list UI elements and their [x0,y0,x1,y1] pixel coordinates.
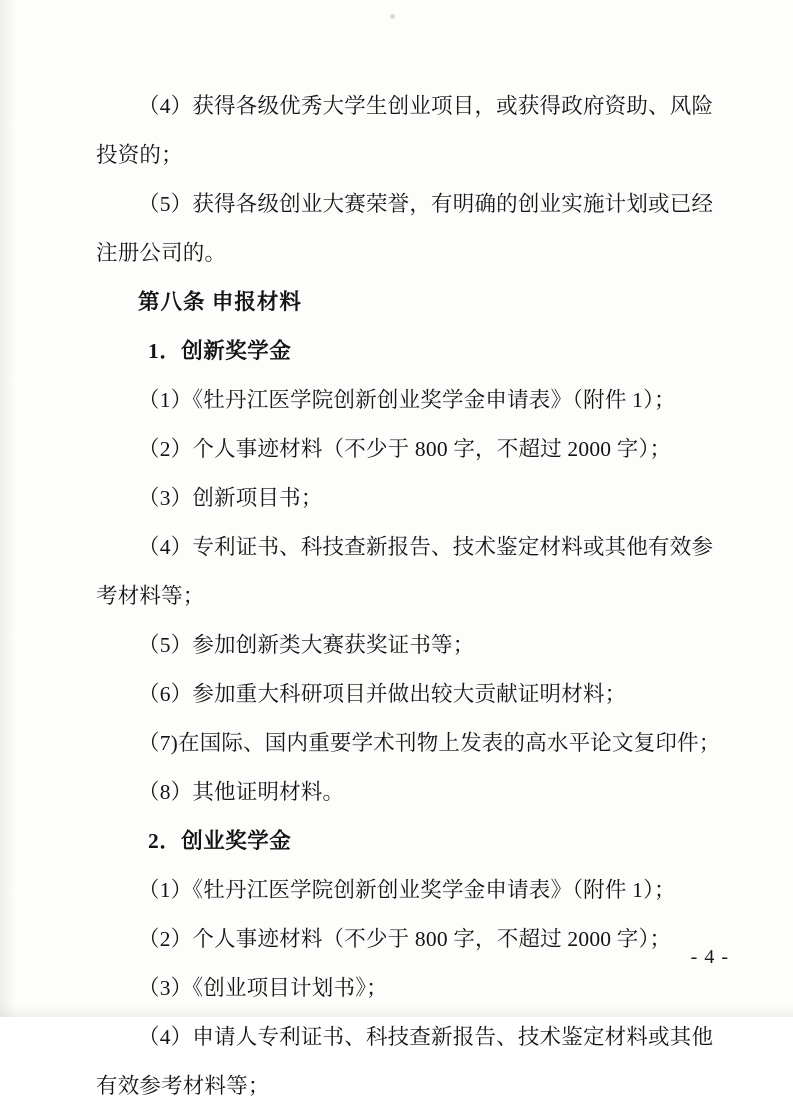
list-item: （8）其他证明材料。 [138,780,345,804]
list-item: （5）参加创新类大赛获奖证书等； [138,633,475,657]
section-heading: 第八条 申报材料 [138,290,302,314]
list-item: （2）个人事迹材料（不少于 800 字，不超过 2000 字）； [138,927,672,951]
subsection-heading: 2．创业奖学金 [148,829,292,853]
subsection-heading: 1．创新奖学金 [148,339,292,363]
paragraph: 注册公司的。 [96,241,227,265]
paragraph: （5）获得各级创业大赛荣誉，有明确的创业实施计划或已经 [138,192,714,216]
paragraph: 有效参考材料等； [96,1074,270,1098]
paragraph: （4）获得各级优秀大学生创业项目，或获得政府资助、风险 [138,94,714,118]
list-item: （2）个人事迹材料（不少于 800 字，不超过 2000 字）； [138,437,672,461]
paragraph: 考材料等； [96,584,205,608]
paragraph: 投资的； [96,143,183,167]
scan-speck [390,14,395,19]
list-item: （1）《牡丹江医学院创新创业奖学金申请表》（附件 1）； [138,878,676,902]
list-item: （7)在国际、国内重要学术刊物上发表的高水平论文复印件； [138,731,721,755]
list-item: （1）《牡丹江医学院创新创业奖学金申请表》（附件 1）； [138,388,676,412]
list-item: （3）创新项目书； [138,486,323,510]
list-item: （4）专利证书、科技查新报告、技术鉴定材料或其他有效参 [138,535,714,559]
document-body [96,82,721,1098]
page-number: - 4 - [690,946,729,968]
list-item: （3）《创业项目计划书》； [138,976,388,1000]
page-edge-shadow [0,0,16,1017]
list-item: （6）参加重大科研项目并做出较大贡献证明材料； [138,682,627,706]
list-item: （4）申请人专利证书、科技查新报告、技术鉴定材料或其他 [138,1025,714,1049]
